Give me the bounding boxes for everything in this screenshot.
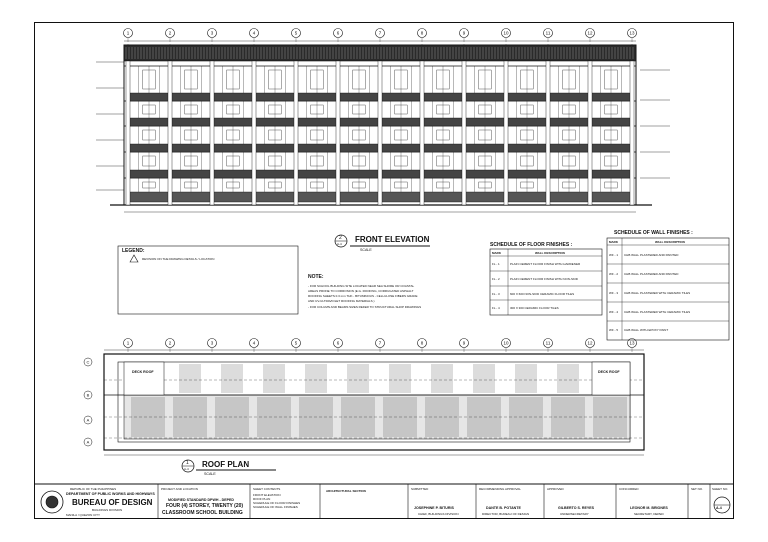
elevation-column <box>504 61 508 205</box>
roof-plan-scale: SCALE <box>204 472 216 476</box>
tb-project-line3: CLASSROOM SCHOOL BUILDING <box>162 510 243 516</box>
tb-contents-3: SCHEDULE OF FLOOR FINISHES <box>253 501 301 505</box>
note-line-2: AREAS PRONE TO CORROSION (E.G. ROOFING, CORRUGATED ASPHALT <box>308 289 414 293</box>
wall-finish-desc-4: CHB WALL PLASTERED WITH CERAMIC TILES <box>624 310 691 314</box>
floor-finishes-header-desc: WALL DESCRIPTION <box>535 251 565 255</box>
tb-project-label: PROJECT AND LOCATION <box>161 487 198 491</box>
tb-department: DEPARTMENT OF PUBLIC WORKS AND HIGHWAYS <box>66 492 155 496</box>
tb-republic: REPUBLIC OF THE PHILIPPINES <box>70 487 117 491</box>
elevation-grid-label: 13 <box>629 30 635 36</box>
tb-submitted-label: SUBMITTED <box>411 487 429 491</box>
front-elevation-title: FRONT ELEVATION <box>355 235 430 244</box>
roof-grid-label: 4 <box>252 340 256 346</box>
tb-recommending-label: RECOMMENDING APPROVAL <box>479 487 521 491</box>
elevation-column <box>588 61 592 205</box>
roof-grid-label: 9 <box>462 340 466 346</box>
row-bubble-labels <box>87 360 90 445</box>
deck-roof-left-label: DECK ROOF <box>132 370 154 374</box>
tb-submitted-name: JOSEPHINE P. BITURIS <box>414 506 454 510</box>
elevation-grid-label: 12 <box>587 30 593 36</box>
front-elevation-sheet-ref: A-4 <box>337 242 342 246</box>
front-elevation-scale: SCALE <box>360 248 372 252</box>
bureau-seal <box>41 491 63 513</box>
elevation-column <box>462 61 466 205</box>
elevation-column <box>630 61 634 205</box>
elevation-grid-label: 8 <box>420 30 424 36</box>
floor-finish-desc-2: PLAIN CEMENT FLOOR FINISH WITH NON-SKID <box>510 277 578 281</box>
roof-grid-label: 2 <box>168 340 172 346</box>
tb-concurred-role: SECRETARY, DEPED <box>634 512 664 516</box>
floor-finish-desc-3: 600 X 600 NON-SKID CERAMIC FLOOR TILES <box>510 292 575 296</box>
wall-finish-mark-1: WF - 1 <box>609 253 618 257</box>
elevation-grid-label: 3 <box>210 30 214 36</box>
legend-revision-note: REVISION ON THE DRAWING DETAILS / LOCATION <box>142 257 215 261</box>
front-elevation-number: 2 <box>339 235 342 241</box>
roof-plan-sheet-ref: A-4 <box>184 467 189 471</box>
tb-approved-label: APPROVED <box>547 487 564 491</box>
tb-location: MANILA / QUEZON CITY <box>66 513 101 517</box>
svg-text:A: A <box>86 439 90 445</box>
roof-grid-label: 11 <box>545 340 551 346</box>
tb-division: BUILDINGS DIVISION <box>92 508 123 512</box>
svg-text:C: C <box>86 359 90 365</box>
elevation-column <box>126 61 130 205</box>
tb-arch-label: ARCHITECTURAL SECTION <box>326 489 366 493</box>
tb-approved-role: UNDERSECRETARY <box>560 512 589 516</box>
wall-finish-desc-5: CHB WALL WITH EPOXY PAINT <box>624 328 669 332</box>
legend-title: LEGEND: <box>122 248 145 254</box>
elevation-grid-label: 11 <box>545 30 551 36</box>
elevation-column <box>336 61 340 205</box>
wall-finish-mark-3: WF - 3 <box>609 291 618 295</box>
elevation-grid-label: 4 <box>252 30 256 36</box>
elevation-column <box>294 61 298 205</box>
grid-bubbles-top <box>124 29 637 46</box>
elevation-column <box>420 61 424 205</box>
wall-finishes-title: SCHEDULE OF WALL FINISHES : <box>614 230 693 236</box>
elevation-grid-label: 7 <box>378 30 382 36</box>
roof-grid-label: 5 <box>294 340 298 346</box>
elevation-grid-label: 2 <box>168 30 172 36</box>
wall-finishes-header-mark: MARK <box>609 240 618 244</box>
tb-project-line2: FOUR (4) STOREY, TWENTY (20) <box>166 503 244 509</box>
svg-text:B: B <box>86 392 90 398</box>
tb-recommending-role: DIRECTOR, BUREAU OF DESIGN <box>482 512 530 516</box>
wall-finishes-header-desc: WALL DESCRIPTION <box>655 240 685 244</box>
deck-roof-right-label: DECK ROOF <box>598 370 620 374</box>
tb-contents-label: SHEET CONTENTS <box>253 487 281 491</box>
elevation-grid-label: 5 <box>294 30 298 36</box>
wall-finish-desc-1: CHB WALL PLASTERED AND PAINTED <box>624 253 679 257</box>
floor-finishes-title: SCHEDULE OF FLOOR FINISHES : <box>490 242 573 248</box>
floor-finish-mark-1: FL - 1 <box>492 262 500 266</box>
tb-contents-4: SCHEDULE OF WALL FINISHES <box>253 505 298 509</box>
elevation-grid-label: 9 <box>462 30 466 36</box>
floor-finishes-header-mark: MARK <box>492 251 501 255</box>
elevation-grid-label: 1 <box>126 30 130 36</box>
roof-grid-label: 6 <box>336 340 340 346</box>
elevation-column <box>252 61 256 205</box>
roof-grid-label: 8 <box>420 340 424 346</box>
tb-approved-name: GILBERTO S. REYES <box>558 506 595 510</box>
elevation-grid-label: 6 <box>336 30 340 36</box>
tb-project-line1: MODIFIED STANDARD DPWH - DEPED <box>168 498 235 502</box>
roof-grid-label: 10 <box>503 340 509 346</box>
note-line-4: AND UV-ULTRAVIOLET ROOFING MATERIALS.) <box>308 299 375 303</box>
elevation-grid-label: 10 <box>503 30 509 36</box>
floor-finish-mark-2: FL - 2 <box>492 277 500 281</box>
note-line-3: ROOFING SHEETS 0.3 mm THK - BITUMINOUS - CELLULOSE FIBERS GRADE <box>308 294 418 298</box>
note-line-1: - FOR SCHOOL BUILDING SITE LOCATED NEAR SEA SHORE OR COASTAL <box>308 284 415 288</box>
wall-finish-mark-2: WF - 2 <box>609 272 618 276</box>
roof-plan-title: ROOF PLAN <box>202 460 250 469</box>
elevation-column <box>210 61 214 205</box>
grid-bubbles-roof-plan <box>124 339 637 355</box>
row-bubbles <box>84 358 92 446</box>
roof-grid-label: 12 <box>587 340 593 346</box>
floor-finish-mark-3: FL - 3 <box>492 292 500 296</box>
floor-finish-desc-4: 300 X 300 CERAMIC FLOOR TILES <box>510 306 559 310</box>
note-title: NOTE: <box>308 274 324 280</box>
tb-bureau: BUREAU OF DESIGN <box>72 498 153 507</box>
tb-contents-1: FRONT ELEVATION <box>253 493 281 497</box>
wall-finish-desc-3: CHB WALL PLASTERED WITH CERAMIC TILES <box>624 291 691 295</box>
elevation-column <box>378 61 382 205</box>
tb-concurred-label: CONCURRED <box>619 487 639 491</box>
tb-submitted-role: CHIEF, BUILDINGS DIVISION <box>418 512 459 516</box>
tb-contents-2: ROOF PLAN <box>253 497 271 501</box>
tb-sheet-number: A-4 <box>716 506 722 510</box>
roof-grid-label: 1 <box>126 340 130 346</box>
elevation-column <box>546 61 550 205</box>
front-elevation-columns <box>126 61 634 205</box>
floor-finish-desc-1: PLAIN CEMENT FLOOR FINISH WITH HARDENER <box>510 262 581 266</box>
tb-sheet-label: SHEET NO. <box>712 487 729 491</box>
note-line-5: - FOR COLUMN AND BEAMS SIZES REFER TO STRUCTURAL SHOP DRAWINGS <box>308 305 422 309</box>
tb-concurred-name: LEONOR M. BRIONES <box>630 506 668 510</box>
roof-grid-label: 3 <box>210 340 214 346</box>
wall-finish-mark-5: WF - 5 <box>609 328 618 332</box>
revision-triangle-icon <box>130 255 138 262</box>
roof-grid-label: 13 <box>629 340 635 346</box>
svg-text:A: A <box>86 417 90 423</box>
elevation-column <box>168 61 172 205</box>
wall-finish-mark-4: WF - 4 <box>609 310 618 314</box>
tb-set-label: SET NO. <box>691 487 703 491</box>
wall-finish-desc-2: CHB WALL PLASTERED AND PAINTED <box>624 272 679 276</box>
floor-finish-mark-4: FL - 4 <box>492 306 500 310</box>
roof-plan-number: 1 <box>186 460 189 466</box>
tb-recommending-name: DANTE B. POTANTE <box>486 506 521 510</box>
roof-grid-label: 7 <box>378 340 382 346</box>
